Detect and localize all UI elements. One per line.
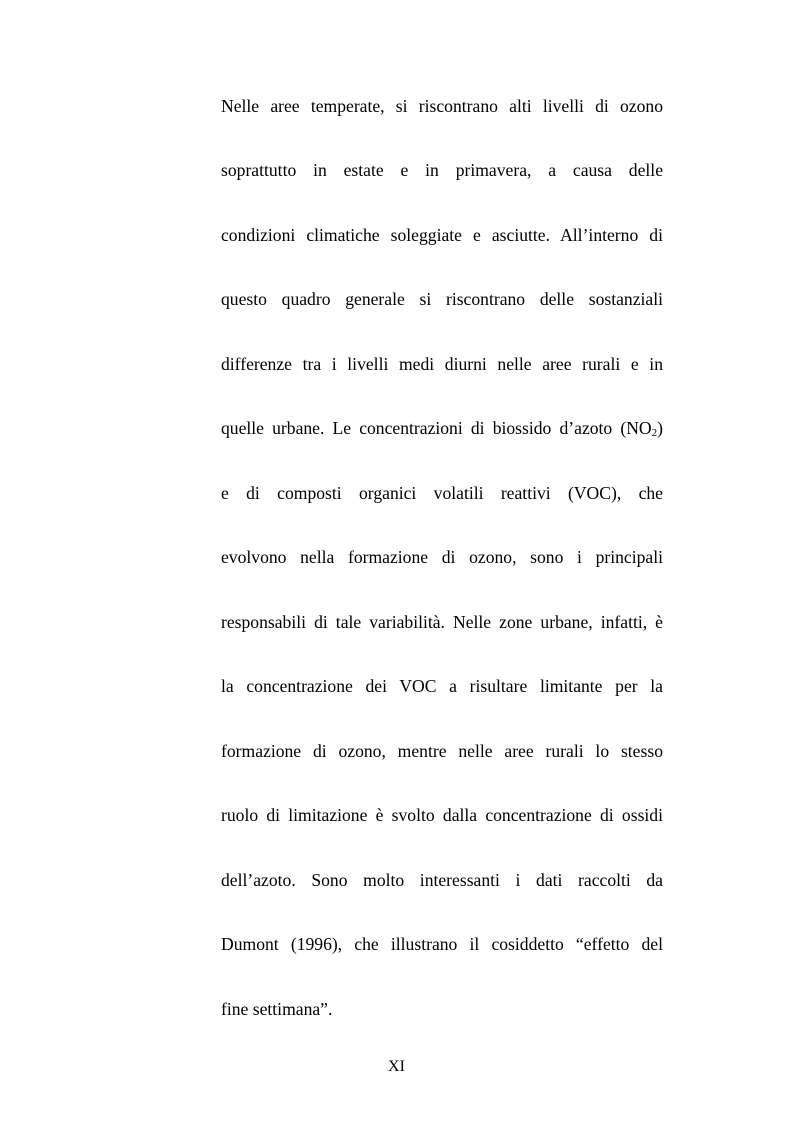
paragraph-line: formazione di ozono, mentre nelle aree rurali lo stesso [221, 741, 663, 761]
paragraph-line: soprattutto in estate e in primavera, a causa delle [221, 160, 663, 180]
subscript-2: 2 [651, 427, 658, 439]
paragraph-line: ruolo di limitazione è svolto dalla concentrazione di ossidi [221, 805, 663, 825]
paragraph-line: evolvono nella formazione di ozono, sono i principali [221, 547, 663, 567]
paragraph-line: differenze tra i livelli medi diurni nelle aree rurali e in [221, 354, 663, 374]
close-paren: ) [657, 418, 663, 438]
paragraph-line: condizioni climatiche soleggiate e asciutte. All’interno di [221, 225, 663, 245]
paragraph-line-last: fine settimana”. [221, 999, 333, 1019]
page-number: XI [388, 1058, 405, 1075]
paragraph-line: questo quadro generale si riscontrano delle sostanziali [221, 289, 663, 309]
paragraph-line: Nelle aree temperate, si riscontrano alti livelli di ozono [221, 96, 663, 116]
line-text: quelle urbane. Le concentrazioni di biossido d’azoto (NO [221, 418, 652, 438]
paragraph-line: dell’azoto. Sono molto interessanti i dati raccolti da [221, 870, 663, 890]
paragraph-line: responsabili di tale variabilità. Nelle zone urbane, infatti, è [221, 612, 663, 632]
paragraph-line: la concentrazione dei VOC a risultare limitante per la [221, 676, 663, 696]
paragraph-line: Dumont (1996), che illustrano il cosiddetto “effetto del [221, 934, 663, 954]
paragraph-line: e di composti organici volatili reattivi (VOC), che [221, 483, 663, 503]
paragraph-line-no2 [221, 416, 663, 440]
